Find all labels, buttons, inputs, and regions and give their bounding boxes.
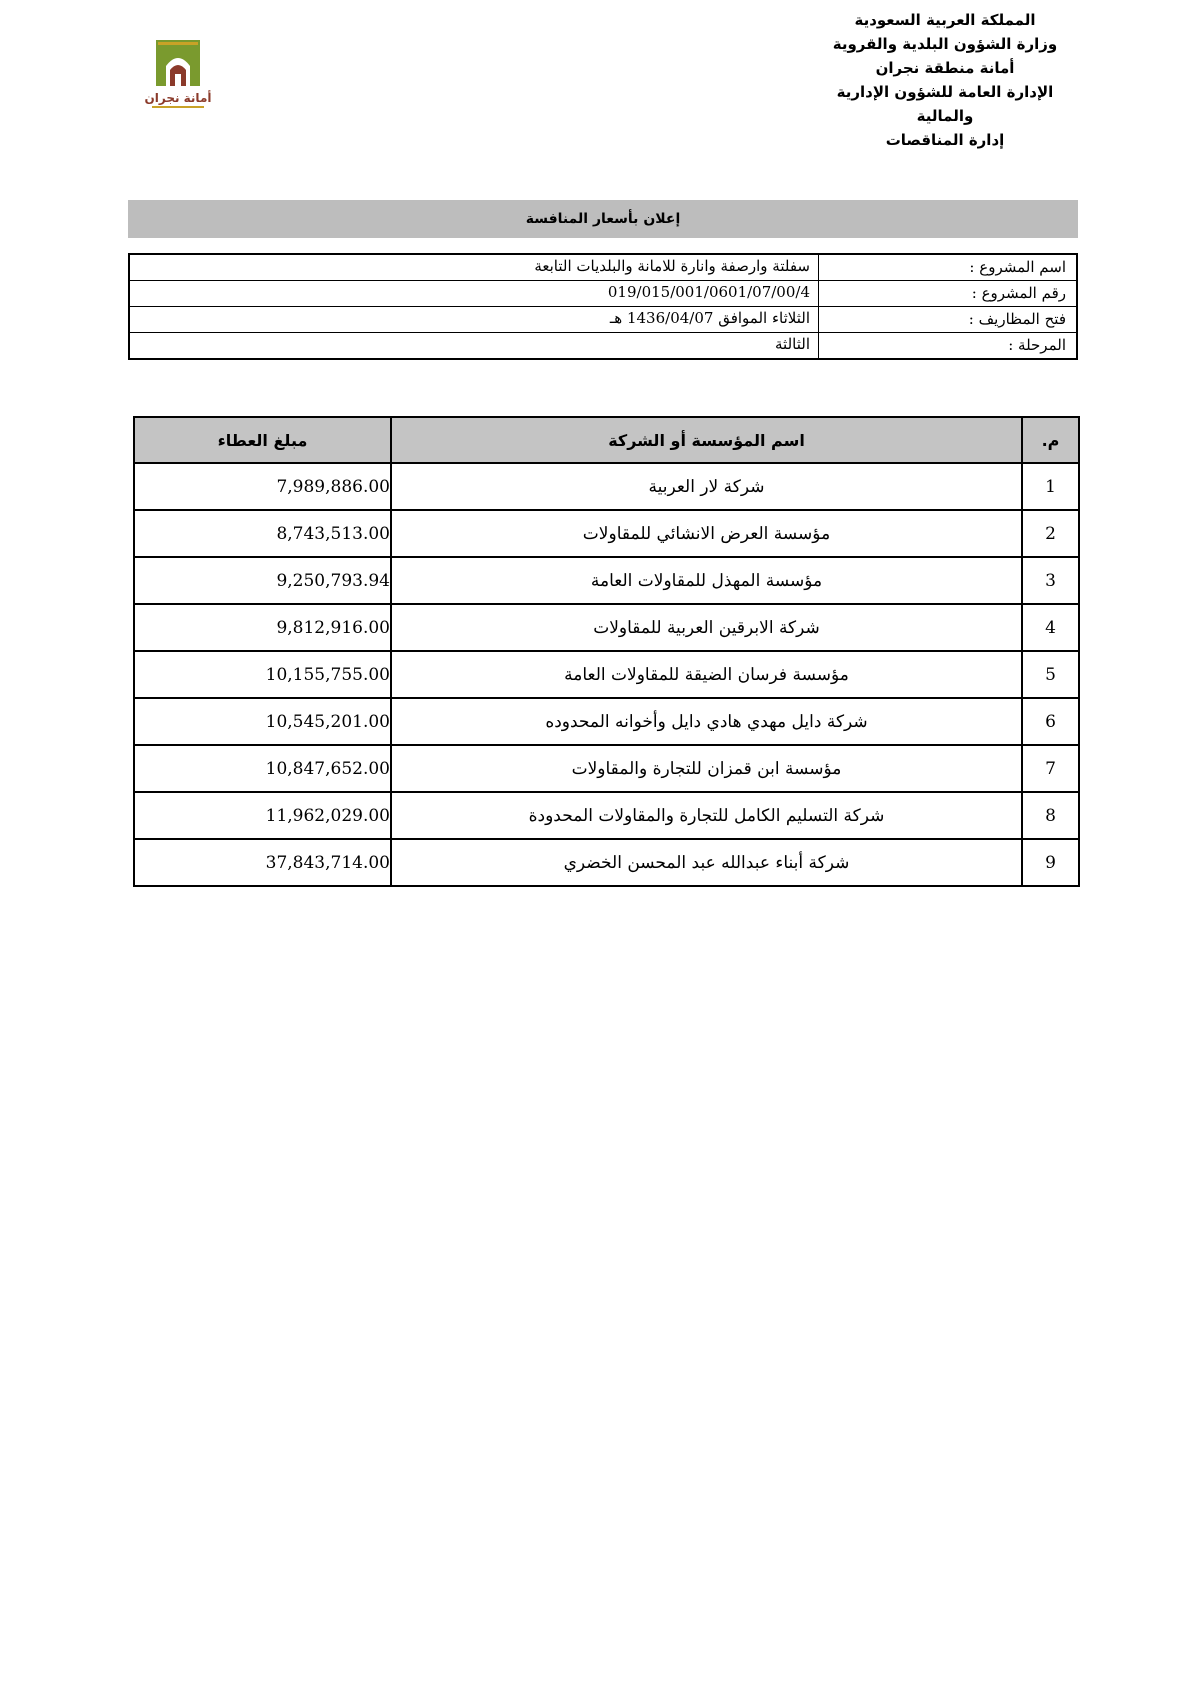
company-name: شركة لار العربية [391, 463, 1022, 510]
company-name: شركة أبناء عبدالله عبد المحسن الخضري [391, 839, 1022, 886]
envelope-opening-value: الثلاثاء الموافق 1436/04/07 هـ [609, 309, 810, 327]
row-index: 4 [1022, 604, 1079, 651]
company-name: مؤسسة فرسان الضيقة للمقاولات العامة [391, 651, 1022, 698]
company-name: شركة دايل مهدي هادي دايل وأخوانه المحدوده [391, 698, 1022, 745]
table-row [134, 463, 1079, 510]
table-row [134, 557, 1079, 604]
company-name: مؤسسة العرض الانشائي للمقاولات [391, 510, 1022, 557]
company-name: مؤسسة المهذل للمقاولات العامة [391, 557, 1022, 604]
row-index: 1 [1022, 463, 1079, 510]
letterhead-line-country: المملكة العربية السعودية [854, 11, 1036, 29]
row-index: 9 [1022, 839, 1079, 886]
stage-row [130, 333, 1076, 358]
table-row [134, 839, 1079, 886]
table-row [134, 510, 1079, 557]
table-row [134, 745, 1079, 792]
bids-table [133, 416, 1080, 887]
header-bid-amount: مبلغ العطاء [134, 417, 391, 463]
project-info-box [128, 253, 1078, 360]
envelope-opening-label: فتح المظاريف : [818, 307, 1076, 332]
bid-amount: 10,847,652.00 [134, 745, 391, 792]
letterhead [830, 8, 1060, 152]
header-index: م. [1022, 417, 1079, 463]
company-name: مؤسسة ابن قمزان للتجارة والمقاولات [391, 745, 1022, 792]
company-name: شركة التسليم الكامل للتجارة والمقاولات المحدودة [391, 792, 1022, 839]
project-number-row [130, 281, 1076, 307]
project-name-label: اسم المشروع : [818, 255, 1076, 280]
row-index: 6 [1022, 698, 1079, 745]
bid-amount: 10,545,201.00 [134, 698, 391, 745]
letterhead-line-tenders: إدارة المناقصات [885, 131, 1005, 149]
bid-amount: 10,155,755.00 [134, 651, 391, 698]
row-index: 5 [1022, 651, 1079, 698]
announcement-title-bar [128, 200, 1078, 238]
letterhead-line-ministry: وزارة الشؤون البلدية والقروية [832, 35, 1058, 53]
row-index: 7 [1022, 745, 1079, 792]
bid-amount: 11,962,029.00 [134, 792, 391, 839]
project-name-value: سفلتة وارصفة وانارة للامانة والبلديات التابعة [534, 257, 810, 275]
letterhead-line-department-cont: والمالية [916, 107, 974, 125]
announcement-title: إعلان بأسعار المنافسة [525, 211, 681, 227]
logo-graphic [140, 40, 220, 118]
bid-amount: 8,743,513.00 [134, 510, 391, 557]
bid-amount: 37,843,714.00 [134, 839, 391, 886]
letterhead-line-department: الإدارة العامة للشؤون الإدارية [836, 83, 1054, 101]
bids-table-header-row [134, 417, 1079, 463]
letterhead-line-municipality: أمانة منطقة نجران [875, 59, 1015, 77]
company-name: شركة الابرقين العربية للمقاولات [391, 604, 1022, 651]
table-row [134, 604, 1079, 651]
najran-municipality-logo-icon [140, 40, 220, 118]
table-row [134, 698, 1079, 745]
project-name-row [130, 255, 1076, 281]
project-number-value: 019/015/001/0601/07/00/4 [607, 283, 810, 301]
row-index: 2 [1022, 510, 1079, 557]
bid-amount: 7,989,886.00 [134, 463, 391, 510]
envelope-opening-row [130, 307, 1076, 333]
bid-amount: 9,250,793.94 [134, 557, 391, 604]
logo-text: أمانة نجران [144, 91, 212, 105]
stage-label: المرحلة : [818, 333, 1076, 358]
header-company-name: اسم المؤسسة أو الشركة [391, 417, 1022, 463]
stage-value: الثالثة [775, 335, 810, 353]
project-number-label: رقم المشروع : [818, 281, 1076, 306]
table-row [134, 651, 1079, 698]
table-row [134, 792, 1079, 839]
row-index: 8 [1022, 792, 1079, 839]
bid-amount: 9,812,916.00 [134, 604, 391, 651]
row-index: 3 [1022, 557, 1079, 604]
